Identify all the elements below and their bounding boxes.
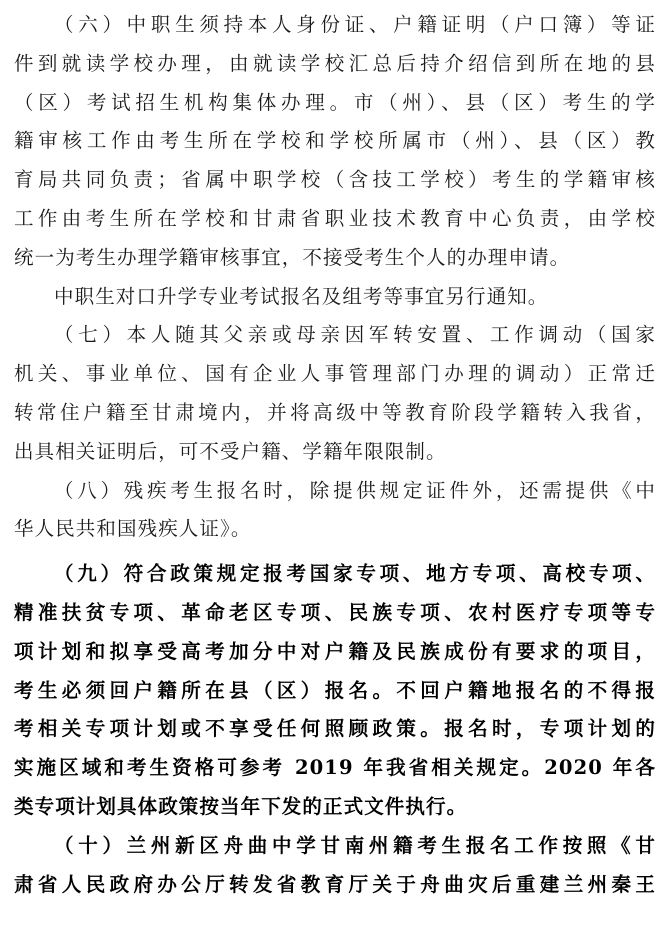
text-line: 中职生对口升学专业考试报名及组考等事宜另行通知。 bbox=[54, 284, 549, 308]
paragraph-item-8 bbox=[14, 472, 656, 550]
text-line: 肃省人民政府办公厅转发省教育厅关于舟曲灾后重建兰州秦王 bbox=[14, 872, 656, 896]
text-line: 机关、事业单位、国有企业人事管理部门办理的调动）正常迁 bbox=[14, 362, 656, 386]
text-line: 统一为考生办理学籍审核事宜，不接受考生个人的办理申请。 bbox=[14, 245, 571, 269]
text-line: 件到就读学校办理，由就读学校汇总后持介绍信到所在地的县 bbox=[14, 51, 656, 75]
text-line: （六）中职生须持本人身份证、户籍证明（户口簿）等证 bbox=[54, 13, 656, 36]
text-line: 项计划和拟享受高考加分中对户籍及民族成份有要求的项目， bbox=[14, 639, 656, 663]
text-line: （十）兰州新区舟曲中学甘南州籍考生报名工作按照《甘 bbox=[54, 833, 656, 857]
text-line: 精准扶贫专项、革命老区专项、民族专项、农村医疗专项等专 bbox=[14, 600, 656, 624]
paragraph-vocational-note bbox=[14, 278, 656, 317]
text-line: （九）符合政策规定报考国家专项、地方专项、高校专项、 bbox=[54, 562, 656, 586]
text-line: 考相关专项计划或不享受任何照顾政策。报名时，专项计划的 bbox=[14, 717, 656, 741]
text-line: （八）残疾考生报名时，除提供规定证件外，还需提供《中 bbox=[54, 478, 656, 502]
text-line: 华人民共和国残疾人证》。 bbox=[14, 517, 252, 541]
text-line: 类专项计划具体政策按当年下发的正式文件执行。 bbox=[14, 794, 468, 818]
text-line: 育局共同负责；省属中职学校（含技工学校）考生的学籍审核 bbox=[14, 168, 656, 192]
text-line: 工作由考生所在学校和甘肃省职业技术教育中心负责，由学校 bbox=[14, 206, 656, 230]
text-line: 实施区域和考生资格可参考 2019 年我省相关规定。2020 年各 bbox=[14, 756, 656, 780]
paragraph-item-7 bbox=[14, 316, 656, 471]
text-line: 出具相关证明后，可不受户籍、学籍年限限制。 bbox=[14, 439, 447, 463]
paragraph-item-6 bbox=[14, 6, 656, 278]
text-line: （七）本人随其父亲或母亲因军转安置、工作调动（国家 bbox=[54, 323, 656, 347]
text-line: 籍审核工作由考生所在学校和学校所属市（州）、县（区）教 bbox=[14, 129, 656, 153]
text-line: 转常住户籍至甘肃境内，并将高级中等教育阶段学籍转入我省， bbox=[14, 400, 656, 424]
text-line: 考生必须回户籍所在县（区）报名。不回户籍地报名的不得报 bbox=[14, 678, 656, 702]
paragraph-item-9 bbox=[14, 555, 656, 827]
paragraph-item-10 bbox=[14, 827, 656, 905]
text-line: （区）考试招生机构集体办理。市（州）、县（区）考生的学 bbox=[14, 90, 656, 114]
